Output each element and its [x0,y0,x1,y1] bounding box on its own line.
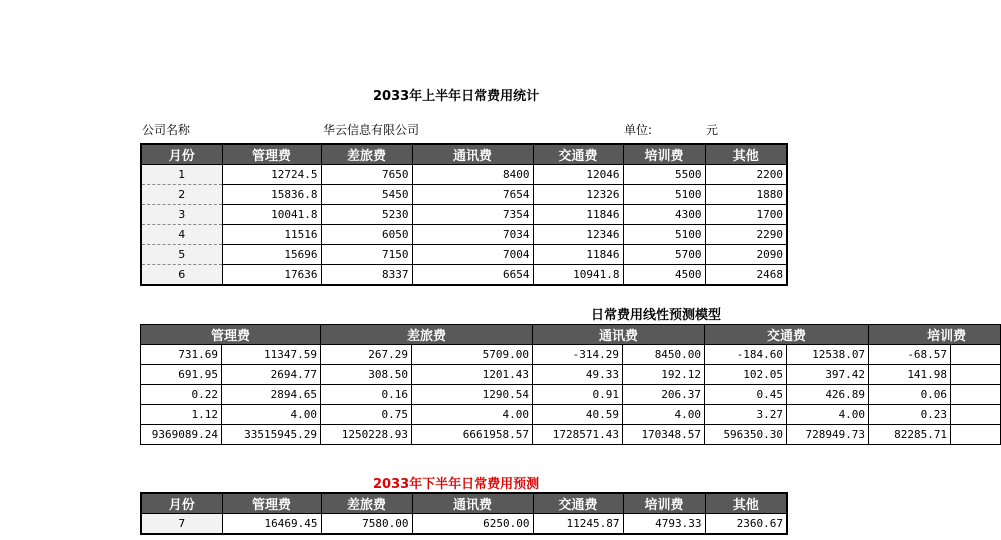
table-row [141,385,1001,405]
clipped-cell [951,405,1001,425]
value-cell[interactable]: -68.57 [869,345,951,365]
value-cell[interactable]: 0.23 [869,405,951,425]
table-row [141,225,787,245]
value-cell[interactable]: 12046 [533,165,623,185]
value-cell[interactable]: 0.16 [321,385,412,405]
value-cell[interactable]: 1880 [705,185,787,205]
unit-label: 单位: [624,123,653,137]
value-cell[interactable]: 1290.54 [412,385,533,405]
value-cell[interactable]: 5450 [321,185,412,205]
value-cell[interactable]: 11516 [222,225,321,245]
value-cell[interactable]: 426.89 [787,385,869,405]
value-cell[interactable]: 102.05 [705,365,787,385]
clipped-cell [951,345,1001,365]
value-cell[interactable]: 691.95 [141,365,222,385]
value-cell[interactable]: 2290 [705,225,787,245]
value-cell[interactable]: 33515945.29 [222,425,321,445]
value-cell[interactable]: 6250.00 [412,514,533,535]
table-row [141,265,787,286]
column-header: 交通费 [533,144,623,165]
table-row [141,405,1001,425]
value-cell[interactable]: 731.69 [141,345,222,365]
value-cell[interactable]: 1201.43 [412,365,533,385]
company-label: 公司名称 [142,123,191,137]
value-cell[interactable]: 8450.00 [623,345,705,365]
unit-value: 元 [706,123,719,137]
column-header: 交通费 [533,493,623,514]
page-title: 2033年上半年日常费用统计 [373,89,540,104]
table-row [141,185,787,205]
value-cell[interactable]: 11846 [533,205,623,225]
value-cell[interactable]: 5230 [321,205,412,225]
value-cell[interactable]: 10041.8 [222,205,321,225]
value-cell[interactable]: 141.98 [869,365,951,385]
value-cell[interactable]: 5100 [623,185,705,205]
forecast-table [140,492,788,535]
column-header: 培训费 [623,493,705,514]
model-title: 日常费用线性预测模型 [591,308,722,323]
value-cell[interactable]: 17636 [222,265,321,286]
value-cell[interactable]: 5100 [623,225,705,245]
value-cell[interactable]: 11245.87 [533,514,623,535]
table-row [141,245,787,265]
clipped-cell [951,425,1001,445]
value-cell[interactable]: 7580.00 [321,514,412,535]
value-cell[interactable]: 170348.57 [623,425,705,445]
value-cell[interactable]: 7650 [321,165,412,185]
value-cell[interactable]: 728949.73 [787,425,869,445]
table-row [141,514,787,535]
column-header: 其他 [705,493,787,514]
expense-table [140,143,788,286]
value-cell[interactable]: 82285.71 [869,425,951,445]
value-cell[interactable]: 40.59 [533,405,623,425]
column-header: 月份 [141,493,222,514]
value-cell[interactable]: 192.12 [623,365,705,385]
value-cell[interactable]: 0.06 [869,385,951,405]
value-cell[interactable]: 12724.5 [222,165,321,185]
value-cell[interactable]: 12538.07 [787,345,869,365]
column-header: 差旅费 [321,325,533,345]
value-cell[interactable]: 12346 [533,225,623,245]
value-cell[interactable]: 4.00 [222,405,321,425]
forecast-title: 2033年下半年日常费用预测 [373,477,540,492]
value-cell[interactable]: 15696 [222,245,321,265]
value-cell[interactable]: 2360.67 [705,514,787,535]
value-cell[interactable]: 0.22 [141,385,222,405]
value-cell[interactable]: 0.45 [705,385,787,405]
column-header: 差旅费 [321,144,412,165]
value-cell[interactable]: 596350.30 [705,425,787,445]
value-cell[interactable]: 8400 [412,165,533,185]
value-cell[interactable]: 0.75 [321,405,412,425]
value-cell[interactable]: 4.00 [623,405,705,425]
column-header: 培训费 [623,144,705,165]
value-cell[interactable]: 7150 [321,245,412,265]
value-cell[interactable]: 2090 [705,245,787,265]
month-cell[interactable]: 5 [141,245,222,265]
value-cell[interactable]: 2200 [705,165,787,185]
clipped-cell [951,385,1001,405]
column-header: 通讯费 [533,325,705,345]
value-cell[interactable]: 6661958.57 [412,425,533,445]
value-cell[interactable]: 8337 [321,265,412,286]
company-name: 华云信息有限公司 [323,123,420,137]
value-cell[interactable]: 10941.8 [533,265,623,286]
value-cell[interactable]: 206.37 [623,385,705,405]
value-cell[interactable]: 16469.45 [222,514,321,535]
column-header: 管理费 [222,493,321,514]
forecast-header-row [141,493,787,514]
table-row [141,165,787,185]
value-cell[interactable]: -314.29 [533,345,623,365]
value-cell[interactable]: 11846 [533,245,623,265]
column-header: 管理费 [141,325,321,345]
value-cell[interactable]: 4793.33 [623,514,705,535]
value-cell[interactable]: 7034 [412,225,533,245]
table-row [141,365,1001,385]
table-row [141,345,1001,365]
column-header: 差旅费 [321,493,412,514]
value-cell[interactable]: 7004 [412,245,533,265]
value-cell[interactable]: 1700 [705,205,787,225]
value-cell[interactable]: 11347.59 [222,345,321,365]
column-header: 通讯费 [412,144,533,165]
value-cell[interactable]: 4500 [623,265,705,286]
value-cell[interactable]: 5700 [623,245,705,265]
value-cell[interactable]: 12326 [533,185,623,205]
table-row [141,205,787,225]
value-cell[interactable]: 4.00 [787,405,869,425]
value-cell[interactable]: 6050 [321,225,412,245]
column-header: 管理费 [222,144,321,165]
value-cell[interactable]: 1.12 [141,405,222,425]
column-header: 培训费 [869,325,1001,345]
value-cell[interactable]: 2694.77 [222,365,321,385]
value-cell[interactable]: 3.27 [705,405,787,425]
value-cell[interactable]: 2894.65 [222,385,321,405]
value-cell[interactable]: 7654 [412,185,533,205]
month-cell[interactable]: 1 [141,165,222,185]
column-header: 交通费 [705,325,869,345]
value-cell[interactable]: 5709.00 [412,345,533,365]
value-cell[interactable]: 9369089.24 [141,425,222,445]
column-header: 通讯费 [412,493,533,514]
value-cell[interactable]: 267.29 [321,345,412,365]
value-cell[interactable]: 7354 [412,205,533,225]
month-cell[interactable]: 3 [141,205,222,225]
value-cell[interactable]: 15836.8 [222,185,321,205]
value-cell[interactable]: 308.50 [321,365,412,385]
month-cell[interactable]: 2 [141,185,222,205]
value-cell[interactable]: 5500 [623,165,705,185]
table-row [141,425,1001,445]
value-cell[interactable]: 397.42 [787,365,869,385]
value-cell[interactable]: 0.91 [533,385,623,405]
value-cell[interactable]: 2468 [705,265,787,286]
column-header: 其他 [705,144,787,165]
model-header-row [141,325,1001,345]
value-cell[interactable]: -184.60 [705,345,787,365]
value-cell[interactable]: 4.00 [412,405,533,425]
value-cell[interactable]: 49.33 [533,365,623,385]
value-cell[interactable]: 4300 [623,205,705,225]
column-header: 月份 [141,144,222,165]
month-cell[interactable]: 6 [141,265,222,286]
month-cell[interactable]: 7 [141,514,222,535]
forecast-model-table [140,324,1001,445]
clipped-cell [951,365,1001,385]
value-cell[interactable]: 1250228.93 [321,425,412,445]
value-cell[interactable]: 1728571.43 [533,425,623,445]
month-cell[interactable]: 4 [141,225,222,245]
table-header-row [141,144,787,165]
value-cell[interactable]: 6654 [412,265,533,286]
